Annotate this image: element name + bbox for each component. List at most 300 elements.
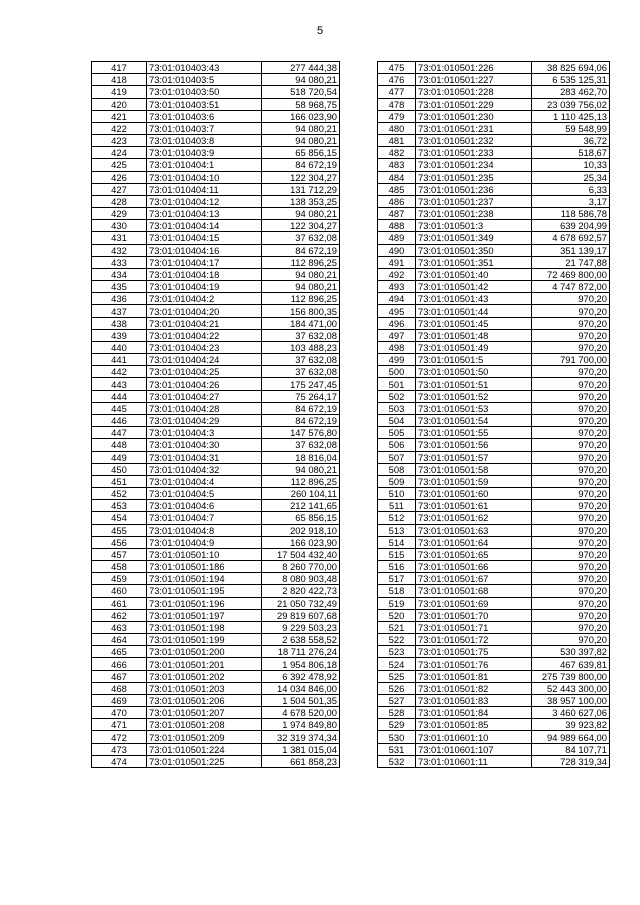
row-number-cell: 455: [92, 524, 147, 536]
table-row: [378, 402, 610, 414]
value-cell: 9 229 503,23: [262, 621, 340, 633]
value-cell: 94 080,21: [262, 281, 340, 293]
row-number-cell: 482: [378, 147, 416, 159]
value-cell: 112 896,25: [262, 256, 340, 268]
row-number-cell: 516: [378, 561, 416, 573]
table-row: [378, 743, 610, 755]
row-number-cell: 521: [378, 621, 416, 633]
cadastral-number-cell: 73:01:010501:64: [416, 536, 532, 548]
row-number-cell: 464: [92, 634, 147, 646]
table-row: [92, 694, 340, 706]
table-row: [92, 208, 340, 220]
table-row: [378, 719, 610, 731]
table-row: [92, 135, 340, 147]
value-cell: 1 381 015,04: [262, 743, 340, 755]
cadastral-number-cell: 73:01:010404:8: [147, 524, 262, 536]
cadastral-number-cell: 73:01:010501:55: [416, 427, 532, 439]
row-number-cell: 453: [92, 500, 147, 512]
cadastral-number-cell: 73:01:010404:14: [147, 220, 262, 232]
value-cell: 37 632,08: [262, 354, 340, 366]
value-cell: 4 678 520,00: [262, 707, 340, 719]
table-row: [378, 135, 610, 147]
table-row: [92, 159, 340, 171]
table-row: [378, 427, 610, 439]
table-row: [92, 354, 340, 366]
value-cell: 25,34: [532, 171, 610, 183]
value-cell: 94 080,21: [262, 208, 340, 220]
cadastral-number-cell: 73:01:010501:228: [416, 86, 532, 98]
table-row: [92, 536, 340, 548]
table-row: [92, 268, 340, 280]
table-row: [378, 329, 610, 341]
table-row: [378, 670, 610, 682]
table-row: [378, 621, 610, 633]
cadastral-number-cell: 73:01:010501:85: [416, 719, 532, 731]
value-cell: 37 632,08: [262, 366, 340, 378]
value-cell: 970,20: [532, 536, 610, 548]
value-cell: 8 080 903,48: [262, 573, 340, 585]
value-cell: 212 141,65: [262, 500, 340, 512]
row-number-cell: 478: [378, 98, 416, 110]
value-cell: 37 632,08: [262, 439, 340, 451]
value-cell: 970,20: [532, 366, 610, 378]
cadastral-number-cell: 73:01:010501:76: [416, 658, 532, 670]
cadastral-number-cell: 73:01:010404:31: [147, 451, 262, 463]
value-cell: 2 638 558,52: [262, 634, 340, 646]
row-number-cell: 522: [378, 634, 416, 646]
row-number-cell: 426: [92, 171, 147, 183]
row-number-cell: 422: [92, 122, 147, 134]
value-cell: 970,20: [532, 524, 610, 536]
row-number-cell: 420: [92, 98, 147, 110]
table-row: [92, 183, 340, 195]
row-number-cell: 439: [92, 329, 147, 341]
table-row: [378, 378, 610, 390]
value-cell: 32 319 374,34: [262, 731, 340, 743]
row-number-cell: 424: [92, 147, 147, 159]
cadastral-number-cell: 73:01:010501:226: [416, 62, 532, 74]
value-cell: 122 304,27: [262, 171, 340, 183]
row-number-cell: 528: [378, 707, 416, 719]
value-cell: 37 632,08: [262, 329, 340, 341]
table-row: [92, 561, 340, 573]
value-cell: 970,20: [532, 609, 610, 621]
cadastral-number-cell: 73:01:010501:81: [416, 670, 532, 682]
row-number-cell: 479: [378, 110, 416, 122]
cadastral-number-cell: 73:01:010501:208: [147, 719, 262, 731]
cadastral-number-cell: 73:01:010501:50: [416, 366, 532, 378]
value-cell: 84 107,71: [532, 743, 610, 755]
value-cell: 970,20: [532, 414, 610, 426]
value-cell: 467 639,81: [532, 658, 610, 670]
table-row: [92, 682, 340, 694]
value-cell: 639 204,99: [532, 220, 610, 232]
cadastral-number-cell: 73:01:010404:32: [147, 463, 262, 475]
cadastral-number-cell: 73:01:010501:51: [416, 378, 532, 390]
cadastral-number-cell: 73:01:010403:51: [147, 98, 262, 110]
row-number-cell: 447: [92, 427, 147, 439]
value-cell: 10,33: [532, 159, 610, 171]
value-cell: 94 080,21: [262, 463, 340, 475]
row-number-cell: 491: [378, 256, 416, 268]
row-number-cell: 508: [378, 463, 416, 475]
cadastral-number-cell: 73:01:010501:59: [416, 475, 532, 487]
value-cell: 970,20: [532, 427, 610, 439]
value-cell: 518 720,54: [262, 86, 340, 98]
cadastral-number-cell: 73:01:010501:65: [416, 548, 532, 560]
value-cell: 6 392 478,92: [262, 670, 340, 682]
value-cell: 1 110 425,13: [532, 110, 610, 122]
table-row: [92, 670, 340, 682]
cadastral-number-cell: 73:01:010501:68: [416, 585, 532, 597]
cadastral-number-cell: 73:01:010501:53: [416, 402, 532, 414]
cadastral-number-cell: 73:01:010404:26: [147, 378, 262, 390]
cadastral-number-cell: 73:01:010403:6: [147, 110, 262, 122]
value-cell: 175 247,45: [262, 378, 340, 390]
row-number-cell: 443: [92, 378, 147, 390]
table-row: [378, 463, 610, 475]
table-row: [92, 451, 340, 463]
value-cell: 277 444,38: [262, 62, 340, 74]
cadastral-number-cell: 73:01:010501:196: [147, 597, 262, 609]
row-number-cell: 503: [378, 402, 416, 414]
value-cell: 38 957 100,00: [532, 694, 610, 706]
row-number-cell: 428: [92, 195, 147, 207]
row-number-cell: 451: [92, 475, 147, 487]
cadastral-number-cell: 73:01:010501:224: [147, 743, 262, 755]
cadastral-number-cell: 73:01:010403:50: [147, 86, 262, 98]
row-number-cell: 466: [92, 658, 147, 670]
value-cell: 970,20: [532, 293, 610, 305]
table-row: [92, 402, 340, 414]
cadastral-number-cell: 73:01:010404:2: [147, 293, 262, 305]
cadastral-number-cell: 73:01:010404:22: [147, 329, 262, 341]
cadastral-number-cell: 73:01:010501:45: [416, 317, 532, 329]
row-number-cell: 460: [92, 585, 147, 597]
cadastral-value-table-left: [91, 61, 340, 768]
table-row: [92, 329, 340, 341]
table-row: [92, 378, 340, 390]
row-number-cell: 434: [92, 268, 147, 280]
value-cell: 84 672,19: [262, 402, 340, 414]
row-number-cell: 446: [92, 414, 147, 426]
row-number-cell: 441: [92, 354, 147, 366]
table-row: [378, 305, 610, 317]
value-cell: 118 586,78: [532, 208, 610, 220]
cadastral-number-cell: 73:01:010501:70: [416, 609, 532, 621]
row-number-cell: 425: [92, 159, 147, 171]
row-number-cell: 504: [378, 414, 416, 426]
value-cell: 3 460 627,06: [532, 707, 610, 719]
cadastral-number-cell: 73:01:010501:60: [416, 488, 532, 500]
value-cell: 970,20: [532, 463, 610, 475]
value-cell: 59 548,99: [532, 122, 610, 134]
row-number-cell: 489: [378, 232, 416, 244]
table-row: [92, 86, 340, 98]
cadastral-number-cell: 73:01:010501:225: [147, 755, 262, 767]
cadastral-number-cell: 73:01:010501:201: [147, 658, 262, 670]
table-row: [378, 220, 610, 232]
table-row: [92, 463, 340, 475]
row-number-cell: 519: [378, 597, 416, 609]
row-number-cell: 509: [378, 475, 416, 487]
row-number-cell: 502: [378, 390, 416, 402]
cadastral-number-cell: 73:01:010501:43: [416, 293, 532, 305]
cadastral-value-table-right: [377, 61, 610, 768]
row-number-cell: 513: [378, 524, 416, 536]
cadastral-number-cell: 73:01:010404:3: [147, 427, 262, 439]
row-number-cell: 493: [378, 281, 416, 293]
row-number-cell: 510: [378, 488, 416, 500]
table-row: [378, 366, 610, 378]
value-cell: 166 023,90: [262, 110, 340, 122]
row-number-cell: 515: [378, 548, 416, 560]
table-row: [92, 341, 340, 353]
value-cell: 1 974 849,80: [262, 719, 340, 731]
table-row: [378, 755, 610, 767]
value-cell: 530 397,82: [532, 646, 610, 658]
table-row: [378, 646, 610, 658]
row-number-cell: 423: [92, 135, 147, 147]
cadastral-number-cell: 73:01:010501:52: [416, 390, 532, 402]
cadastral-number-cell: 73:01:010404:28: [147, 402, 262, 414]
row-number-cell: 523: [378, 646, 416, 658]
cadastral-number-cell: 73:01:010501:351: [416, 256, 532, 268]
cadastral-number-cell: 73:01:010404:29: [147, 414, 262, 426]
cadastral-number-cell: 73:01:010501:200: [147, 646, 262, 658]
value-cell: 112 896,25: [262, 293, 340, 305]
value-cell: 518,67: [532, 147, 610, 159]
cadastral-number-cell: 73:01:010501:236: [416, 183, 532, 195]
row-number-cell: 486: [378, 195, 416, 207]
cadastral-number-cell: 73:01:010501:199: [147, 634, 262, 646]
value-cell: 131 712,29: [262, 183, 340, 195]
row-number-cell: 517: [378, 573, 416, 585]
table-row: [378, 171, 610, 183]
table-row: [92, 220, 340, 232]
cadastral-number-cell: 73:01:010501:56: [416, 439, 532, 451]
row-number-cell: 458: [92, 561, 147, 573]
cadastral-number-cell: 73:01:010404:5: [147, 488, 262, 500]
page-number: 5: [316, 25, 324, 37]
value-cell: 94 080,21: [262, 74, 340, 86]
table-row: [92, 98, 340, 110]
value-cell: 8 260 770,00: [262, 561, 340, 573]
cadastral-number-cell: 73:01:010404:24: [147, 354, 262, 366]
row-number-cell: 442: [92, 366, 147, 378]
table-row: [92, 548, 340, 560]
row-number-cell: 524: [378, 658, 416, 670]
row-number-cell: 499: [378, 354, 416, 366]
cadastral-number-cell: 73:01:010403:9: [147, 147, 262, 159]
cadastral-number-cell: 73:01:010501:82: [416, 682, 532, 694]
cadastral-number-cell: 73:01:010404:10: [147, 171, 262, 183]
value-cell: 970,20: [532, 500, 610, 512]
table-row: [378, 451, 610, 463]
row-number-cell: 474: [92, 755, 147, 767]
cadastral-number-cell: 73:01:010404:19: [147, 281, 262, 293]
cadastral-number-cell: 73:01:010404:25: [147, 366, 262, 378]
value-cell: 156 800,35: [262, 305, 340, 317]
table-row: [378, 256, 610, 268]
cadastral-number-cell: 73:01:010404:6: [147, 500, 262, 512]
table-row: [378, 147, 610, 159]
cadastral-number-cell: 73:01:010501:84: [416, 707, 532, 719]
table-row: [92, 609, 340, 621]
cadastral-number-cell: 73:01:010404:4: [147, 475, 262, 487]
table-row: [378, 512, 610, 524]
row-number-cell: 440: [92, 341, 147, 353]
row-number-cell: 430: [92, 220, 147, 232]
row-number-cell: 459: [92, 573, 147, 585]
cadastral-number-cell: 73:01:010501:83: [416, 694, 532, 706]
value-cell: 94 080,21: [262, 135, 340, 147]
value-cell: 970,20: [532, 585, 610, 597]
value-cell: 970,20: [532, 475, 610, 487]
row-number-cell: 470: [92, 707, 147, 719]
cadastral-number-cell: 73:01:010501:58: [416, 463, 532, 475]
cadastral-number-cell: 73:01:010501:237: [416, 195, 532, 207]
value-cell: 23 039 756,02: [532, 98, 610, 110]
row-number-cell: 483: [378, 159, 416, 171]
cadastral-number-cell: 73:01:010404:11: [147, 183, 262, 195]
table-row: [92, 147, 340, 159]
cadastral-number-cell: 73:01:010501:49: [416, 341, 532, 353]
row-number-cell: 529: [378, 719, 416, 731]
value-cell: 275 739 800,00: [532, 670, 610, 682]
cadastral-number-cell: 73:01:010501:48: [416, 329, 532, 341]
table-row: [378, 561, 610, 573]
table-row: [378, 86, 610, 98]
table-row: [378, 475, 610, 487]
cadastral-number-cell: 73:01:010501:198: [147, 621, 262, 633]
cadastral-number-cell: 73:01:010501:72: [416, 634, 532, 646]
table-row: [378, 548, 610, 560]
table-row: [92, 232, 340, 244]
cadastral-number-cell: 73:01:010404:12: [147, 195, 262, 207]
table-row: [378, 573, 610, 585]
value-cell: 970,20: [532, 341, 610, 353]
cadastral-number-cell: 73:01:010403:7: [147, 122, 262, 134]
table-row: [92, 573, 340, 585]
table-row: [378, 414, 610, 426]
row-number-cell: 462: [92, 609, 147, 621]
cadastral-number-cell: 73:01:010501:227: [416, 74, 532, 86]
row-number-cell: 435: [92, 281, 147, 293]
cadastral-number-cell: 73:01:010404:30: [147, 439, 262, 451]
table-row: [92, 621, 340, 633]
row-number-cell: 487: [378, 208, 416, 220]
value-cell: 970,20: [532, 621, 610, 633]
row-number-cell: 418: [92, 74, 147, 86]
row-number-cell: 514: [378, 536, 416, 548]
row-number-cell: 463: [92, 621, 147, 633]
row-number-cell: 500: [378, 366, 416, 378]
value-cell: 202 918,10: [262, 524, 340, 536]
row-number-cell: 454: [92, 512, 147, 524]
cadastral-number-cell: 73:01:010501:203: [147, 682, 262, 694]
cadastral-number-cell: 73:01:010501:195: [147, 585, 262, 597]
cadastral-number-cell: 73:01:010501:231: [416, 122, 532, 134]
table-row: [378, 183, 610, 195]
value-cell: 112 896,25: [262, 475, 340, 487]
table-row: [378, 597, 610, 609]
table-row: [378, 694, 610, 706]
value-cell: 58 968,75: [262, 98, 340, 110]
table-row: [92, 305, 340, 317]
cadastral-number-cell: 73:01:010501:209: [147, 731, 262, 743]
cadastral-number-cell: 73:01:010403:43: [147, 62, 262, 74]
row-number-cell: 417: [92, 62, 147, 74]
table-row: [92, 475, 340, 487]
row-number-cell: 527: [378, 694, 416, 706]
table-row: [378, 354, 610, 366]
row-number-cell: 507: [378, 451, 416, 463]
table-row: [92, 500, 340, 512]
table-row: [92, 634, 340, 646]
cadastral-number-cell: 73:01:010501:42: [416, 281, 532, 293]
table-row: [92, 110, 340, 122]
table-row: [92, 646, 340, 658]
row-number-cell: 512: [378, 512, 416, 524]
row-number-cell: 448: [92, 439, 147, 451]
table-row: [92, 427, 340, 439]
row-number-cell: 468: [92, 682, 147, 694]
value-cell: 94 989 664,00: [532, 731, 610, 743]
value-cell: 970,20: [532, 402, 610, 414]
value-cell: 970,20: [532, 305, 610, 317]
cadastral-number-cell: 73:01:010601:10: [416, 731, 532, 743]
cadastral-number-cell: 73:01:010601:107: [416, 743, 532, 755]
cadastral-number-cell: 73:01:010404:16: [147, 244, 262, 256]
row-number-cell: 494: [378, 293, 416, 305]
table-row: [378, 609, 610, 621]
cadastral-number-cell: 73:01:010501:197: [147, 609, 262, 621]
value-cell: 72 469 800,00: [532, 268, 610, 280]
cadastral-number-cell: 73:01:010404:17: [147, 256, 262, 268]
row-number-cell: 481: [378, 135, 416, 147]
row-number-cell: 419: [92, 86, 147, 98]
row-number-cell: 480: [378, 122, 416, 134]
value-cell: 29 819 607,68: [262, 609, 340, 621]
table-row: [378, 439, 610, 451]
table-row: [92, 658, 340, 670]
table-row: [92, 512, 340, 524]
value-cell: 283 462,70: [532, 86, 610, 98]
row-number-cell: 476: [378, 74, 416, 86]
row-number-cell: 501: [378, 378, 416, 390]
cadastral-number-cell: 73:01:010601:11: [416, 755, 532, 767]
value-cell: 84 672,19: [262, 159, 340, 171]
value-cell: 4 747 872,00: [532, 281, 610, 293]
row-number-cell: 511: [378, 500, 416, 512]
value-cell: 970,20: [532, 561, 610, 573]
table-row: [92, 743, 340, 755]
row-number-cell: 506: [378, 439, 416, 451]
value-cell: 728 319,34: [532, 755, 610, 767]
table-row: [92, 74, 340, 86]
table-row: [92, 293, 340, 305]
table-row: [378, 122, 610, 134]
value-cell: 38 825 694,06: [532, 62, 610, 74]
cadastral-number-cell: 73:01:010501:67: [416, 573, 532, 585]
value-cell: 65 856,15: [262, 147, 340, 159]
cadastral-number-cell: 73:01:010501:66: [416, 561, 532, 573]
value-cell: 122 304,27: [262, 220, 340, 232]
value-cell: 661 858,23: [262, 755, 340, 767]
table-row: [92, 390, 340, 402]
value-cell: 94 080,21: [262, 268, 340, 280]
